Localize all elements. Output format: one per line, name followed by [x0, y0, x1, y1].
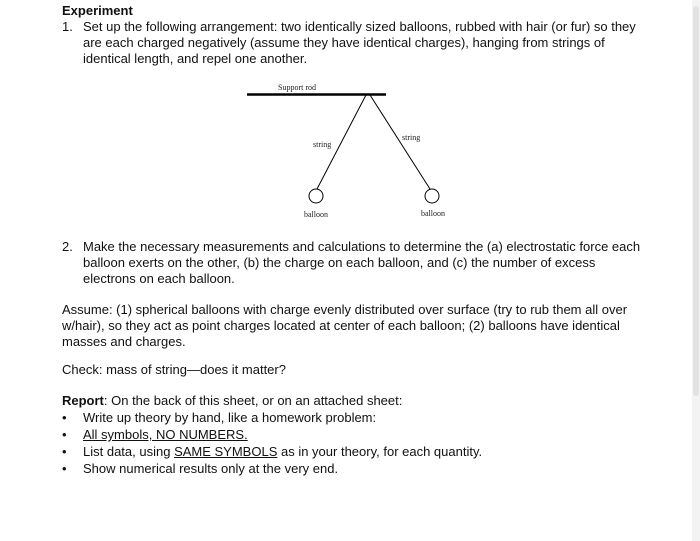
- check-paragraph: Check: mass of string—does it matter?: [62, 362, 286, 377]
- bullet-underlined-text: SAME SYMBOLS: [174, 444, 278, 459]
- bullet-icon: •: [62, 444, 67, 459]
- support-rod-label: Support rod: [278, 83, 316, 92]
- step-2: [62, 239, 647, 287]
- report-intro: : On the back of this sheet, or on an attached sheet:: [103, 393, 403, 408]
- right-balloon-label: balloon: [421, 209, 445, 218]
- right-balloon: [425, 189, 439, 203]
- list-item: [62, 460, 482, 477]
- left-string-label: string: [313, 140, 332, 149]
- bullet-underlined-text: All symbols, NO NUMBERS.: [83, 427, 248, 442]
- list-item: [62, 443, 482, 460]
- scrollbar[interactable]: [692, 0, 700, 541]
- bullet-icon: •: [62, 410, 67, 425]
- bullet-text-after: as in your theory, for each quantity.: [277, 444, 483, 459]
- experiment-heading: Experiment: [62, 3, 133, 18]
- bullet-icon: •: [62, 427, 67, 442]
- bullet-icon: •: [62, 461, 67, 476]
- bullet-text: Show numerical results only at the very end.: [83, 461, 339, 476]
- step-2-text: Make the necessary measurements and calculations to determine the (a) electrostatic force each balloon exerts on the other, (b) the charge on each balloon, and (c) the number of excess electrons on each balloon.: [83, 239, 641, 286]
- step-2-number: 2.: [62, 239, 73, 254]
- scrollbar-thumb[interactable]: [693, 6, 699, 396]
- bullet-text: Write up theory by hand, like a homework problem:: [83, 410, 377, 425]
- step-1-text: Set up the following arrangement: two identically sized balloons, rubbed with hair (or fur) so they are each charged negatively (assume they have identical charges), hanging from strings of identical length, and repel one another.: [83, 19, 636, 66]
- right-string: [370, 95, 430, 189]
- report-section: [62, 392, 482, 477]
- list-item: [62, 426, 482, 443]
- left-balloon: [309, 189, 323, 203]
- report-line: [62, 392, 482, 409]
- step-1-number: 1.: [62, 19, 73, 34]
- report-label: Report: [62, 393, 104, 408]
- bullet-text-before: List data, using: [83, 444, 175, 459]
- right-string-label: string: [402, 133, 421, 142]
- list-item: [62, 409, 482, 426]
- assume-paragraph: Assume: (1) spherical balloons with charge evenly distributed over surface (try to rub them all over w/hair), so they act as point charges located at center of each balloon; (2) balloons have identical masses and charges.: [62, 302, 628, 349]
- left-balloon-label: balloon: [304, 210, 328, 219]
